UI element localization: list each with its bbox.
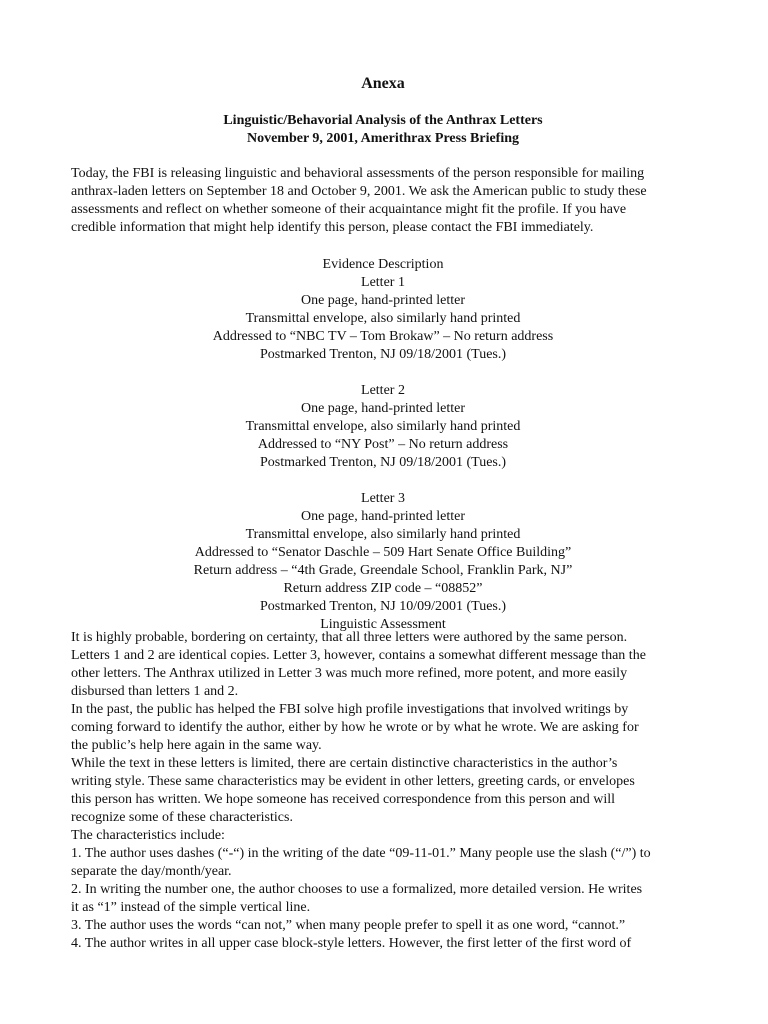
body-line: 2. In writing the number one, the author chooses to use a formalized, more detailed version. He writes	[71, 882, 643, 897]
letter-detail: One page, hand-printed letter	[300, 293, 466, 308]
letter-detail: Postmarked Trenton, NJ 09/18/2001 (Tues.)	[259, 347, 507, 362]
body-line: Letters 1 and 2 are identical copies. Letter 3, however, contains a somewhat different message than the	[71, 648, 646, 663]
document-title: Anexa	[361, 75, 405, 92]
body-line: the public’s help here again in the same way.	[71, 738, 322, 753]
linguistic-assessment-body	[71, 629, 701, 953]
letter-name: Letter 1	[361, 275, 405, 290]
letter-detail: One page, hand-printed letter	[300, 509, 466, 524]
letter-detail: Transmittal envelope, also similarly hand printed	[245, 311, 521, 326]
body-line: this person has written. We hope someone has received correspondence from this person and will	[71, 792, 616, 807]
subtitle-line: Linguistic/Behavorial Analysis of the Anthrax Letters	[223, 113, 543, 128]
body-line: The characteristics include:	[71, 828, 225, 843]
spacer	[71, 472, 695, 490]
letter-detail: Return address – “4th Grade, Greendale School, Franklin Park, NJ”	[193, 563, 573, 578]
body-line: disbursed than letters 1 and 2.	[71, 684, 239, 699]
intro-line: anthrax-laden letters on September 18 and October 9, 2001. We ask the American public to study these	[71, 184, 647, 199]
body-line: other letters. The Anthrax utilized in Letter 3 was much more refined, more potent, and more easily	[71, 666, 628, 681]
intro-paragraph	[71, 165, 695, 237]
letter-detail: Addressed to “Senator Daschle – 509 Hart Senate Office Building”	[194, 545, 572, 560]
body-line: 4. The author writes in all upper case block-style letters. However, the first letter of the first word of	[71, 936, 632, 951]
body-line: coming forward to identify the author, either by how he wrote or by what he wrote. We are asking for	[71, 720, 639, 735]
letter-detail: Transmittal envelope, also similarly hand printed	[245, 419, 521, 434]
letter-block-1	[71, 274, 695, 364]
body-line: separate the day/month/year.	[71, 864, 232, 879]
evidence-heading: Evidence Description	[322, 257, 444, 272]
evidence-section	[71, 256, 695, 634]
intro-line: credible information that might help identify this person, please contact the FBI immediately.	[71, 220, 594, 235]
letter-detail: Postmarked Trenton, NJ 09/18/2001 (Tues.)	[259, 455, 507, 470]
spacer	[71, 364, 695, 382]
document-subtitle	[71, 112, 695, 148]
letter-detail: One page, hand-printed letter	[300, 401, 466, 416]
letter-block-2	[71, 382, 695, 472]
letter-name: Letter 2	[361, 383, 405, 398]
letter-detail: Addressed to “NBC TV – Tom Brokaw” – No return address	[212, 329, 554, 344]
letter-detail: Postmarked Trenton, NJ 10/09/2001 (Tues.)	[259, 599, 507, 614]
body-line: In the past, the public has helped the FBI solve high profile investigations that involved writings by	[71, 702, 629, 717]
body-line: While the text in these letters is limited, there are certain distinctive characteristics in the author’s	[71, 756, 618, 771]
letter-block-3	[71, 490, 695, 616]
body-line: It is highly probable, bordering on certainty, that all three letters were authored by the same person.	[71, 630, 628, 645]
subtitle-line: November 9, 2001, Amerithrax Press Briefing	[246, 131, 520, 146]
letter-detail: Addressed to “NY Post” – No return address	[257, 437, 509, 452]
body-line: recognize some of these characteristics.	[71, 810, 293, 825]
letter-detail: Return address ZIP code – “08852”	[283, 581, 483, 596]
intro-line: Today, the FBI is releasing linguistic and behavioral assessments of the person responsible for mailing	[71, 166, 645, 181]
intro-line: assessments and reflect on whether someone of their acquaintance might fit the profile. If you have	[71, 202, 627, 217]
letter-name: Letter 3	[361, 491, 405, 506]
body-line: 3. The author uses the words “can not,” when many people prefer to spell it as one word, “cannot.”	[71, 918, 626, 933]
body-line: writing style. These same characteristics may be evident in other letters, greeting cards, or envelopes	[71, 774, 635, 789]
linguistic-heading: Linguistic Assessment	[320, 617, 446, 632]
body-line: 1. The author uses dashes (“-“) in the writing of the date “09-11-01.” Many people use the slash (“/”) to	[71, 846, 651, 861]
body-line: it as “1” instead of the simple vertical line.	[71, 900, 311, 915]
letter-detail: Transmittal envelope, also similarly hand printed	[245, 527, 521, 542]
